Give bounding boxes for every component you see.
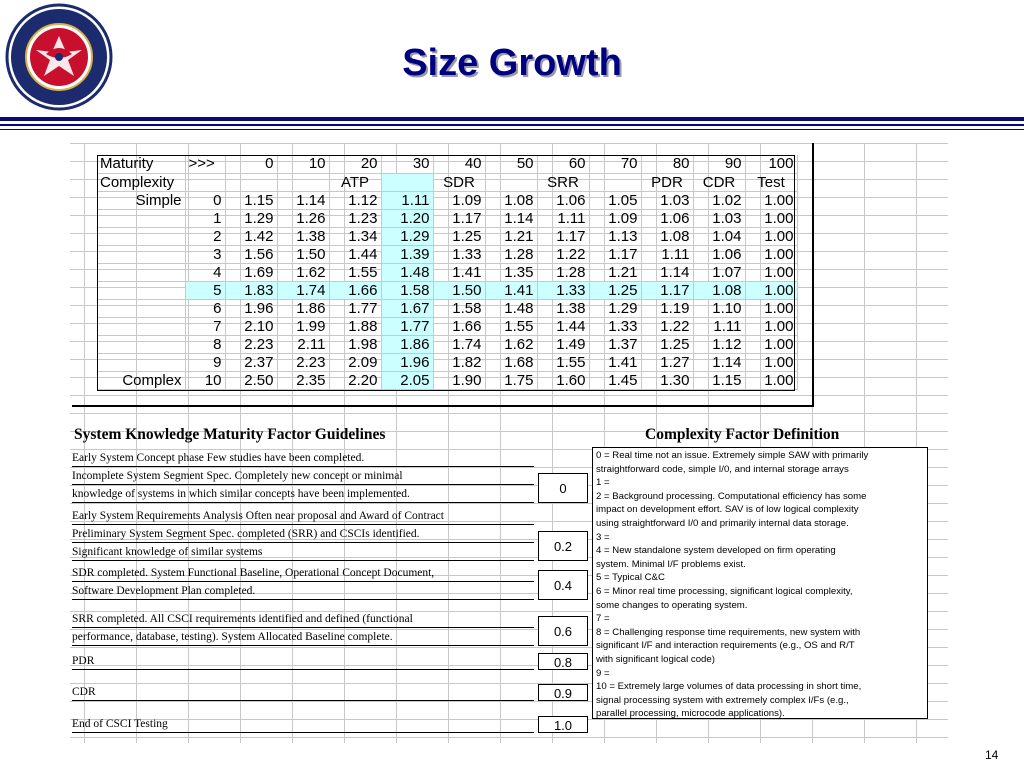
guideline-line: performance, database, testing). System Allocated Baseline complete. xyxy=(72,628,534,646)
guideline-text xyxy=(72,652,534,670)
factor-cell: 1.29 xyxy=(225,209,277,227)
factor-cell: 1.05 xyxy=(589,191,641,209)
factor-cell: 1.09 xyxy=(433,191,485,209)
guideline-line: CDR xyxy=(72,683,534,701)
factor-cell: 1.04 xyxy=(693,227,745,245)
factor-cell: 1.38 xyxy=(537,299,589,317)
table-row xyxy=(97,335,797,353)
maturity-factor-value: 0.6 xyxy=(538,616,588,646)
factor-cell: 1.11 xyxy=(693,317,745,335)
milestone-label: CDR xyxy=(693,173,745,191)
guidelines-heading: System Knowledge Maturity Factor Guidelines xyxy=(74,426,386,443)
factor-cell: 1.75 xyxy=(485,371,537,389)
factor-cell: 1.11 xyxy=(381,191,433,209)
factor-cell: 1.14 xyxy=(693,353,745,371)
guideline-text xyxy=(72,449,534,503)
factor-cell: 1.41 xyxy=(433,263,485,281)
complexity-index: 1 xyxy=(185,209,225,227)
complexity-index: 10 xyxy=(185,371,225,389)
factor-cell: 1.11 xyxy=(537,209,589,227)
milestone-label: SDR xyxy=(433,173,485,191)
guideline-text xyxy=(72,715,534,733)
factor-cell: 1.29 xyxy=(381,227,433,245)
factor-cell: 1.37 xyxy=(589,335,641,353)
complexity-definition-line: 3 = xyxy=(596,531,610,543)
factor-cell: 1.86 xyxy=(277,299,329,317)
complexity-definition-line: 0 = Real time not an issue. Extremely simple SAW with primarily xyxy=(596,450,869,461)
guideline-text xyxy=(72,610,534,646)
maturity-factor-value: 0.8 xyxy=(538,653,588,670)
factor-cell: 1.38 xyxy=(277,227,329,245)
factor-cell: 2.50 xyxy=(225,371,277,389)
complexity-definition-line: 9 = xyxy=(596,667,610,679)
factor-cell: 1.44 xyxy=(329,245,381,263)
factor-cell: 1.15 xyxy=(225,191,277,209)
factor-cell: 1.39 xyxy=(381,245,433,263)
factor-cell: 1.82 xyxy=(433,353,485,371)
factor-cell: 1.55 xyxy=(485,317,537,335)
table-row xyxy=(97,353,797,371)
factor-cell: 1.58 xyxy=(381,281,433,299)
factor-cell: 1.19 xyxy=(641,299,693,317)
factor-cell: 1.66 xyxy=(329,281,381,299)
complexity-definition-line: 10 = Extremely large volumes of data processing in short time, xyxy=(596,681,862,693)
guideline-line: Significant knowledge of similar systems xyxy=(72,543,534,561)
title-rule-mid xyxy=(0,124,1024,126)
complexity-row-label xyxy=(97,263,185,281)
factor-cell: 1.15 xyxy=(693,371,745,389)
sheet-right-border xyxy=(812,143,814,407)
complexity-index: 7 xyxy=(185,317,225,335)
factor-cell: 1.55 xyxy=(329,263,381,281)
complexity-definition-line: system. Minimal I/F problems exist. xyxy=(596,558,746,570)
sheet-bottom-border xyxy=(72,405,814,407)
factor-cell: 1.03 xyxy=(641,191,693,209)
slide-title: Size Growth xyxy=(402,42,622,84)
table-row xyxy=(97,263,797,281)
table-header-row xyxy=(97,155,797,173)
factor-cell: 1.77 xyxy=(329,299,381,317)
complexity-index: 8 xyxy=(185,335,225,353)
factor-cell: 2.11 xyxy=(277,335,329,353)
factor-cell: 1.00 xyxy=(745,227,797,245)
factor-cell: 1.17 xyxy=(433,209,485,227)
factor-cell: 1.00 xyxy=(745,281,797,299)
milestone-label xyxy=(277,173,329,191)
factor-cell: 1.10 xyxy=(693,299,745,317)
factor-cell: 1.48 xyxy=(485,299,537,317)
factor-cell: 1.17 xyxy=(537,227,589,245)
factor-cell: 1.09 xyxy=(589,209,641,227)
factor-cell: 1.00 xyxy=(745,371,797,389)
table-row xyxy=(97,191,797,209)
factor-cell: 1.03 xyxy=(693,209,745,227)
factor-cell: 2.10 xyxy=(225,317,277,335)
complexity-definition-line: 6 = Minor real time processing, significant logical complexity, xyxy=(596,585,853,597)
factor-cell: 1.99 xyxy=(277,317,329,335)
factor-cell: 1.41 xyxy=(589,353,641,371)
complexity-index: 0 xyxy=(185,191,225,209)
maturity-table xyxy=(97,155,798,390)
table-row xyxy=(97,317,797,335)
factor-cell: 1.23 xyxy=(329,209,381,227)
factor-cell: 1.45 xyxy=(589,371,641,389)
factor-cell: 1.22 xyxy=(641,317,693,335)
milestone-label: SRR xyxy=(537,173,589,191)
complexity-definition-heading: Complexity Factor Definition xyxy=(645,426,840,443)
factor-cell: 1.06 xyxy=(537,191,589,209)
complexity-definition-line: impact on development effort. SAV is of low logical complexity xyxy=(596,504,859,516)
factor-cell: 1.21 xyxy=(589,263,641,281)
complexity-label: Complexity xyxy=(97,173,185,191)
guideline-line: Incomplete System Segment Spec. Completely new concept or minimal xyxy=(72,467,534,485)
factor-cell: 1.34 xyxy=(329,227,381,245)
complexity-row-label xyxy=(97,209,185,227)
maturity-column-header: 80 xyxy=(641,155,693,173)
factor-cell: 1.00 xyxy=(745,263,797,281)
complexity-definition-line: parallel processing, microcode applications). xyxy=(596,708,785,720)
factor-cell: 1.29 xyxy=(589,299,641,317)
factor-cell: 1.28 xyxy=(485,245,537,263)
factor-cell: 1.88 xyxy=(329,317,381,335)
complexity-row-label xyxy=(97,317,185,335)
factor-cell: 1.58 xyxy=(433,299,485,317)
factor-cell: 1.49 xyxy=(537,335,589,353)
factor-cell: 1.56 xyxy=(225,245,277,263)
factor-cell: 1.20 xyxy=(381,209,433,227)
factor-cell: 2.37 xyxy=(225,353,277,371)
complexity-definition-line: 5 = Typical C&C xyxy=(596,572,665,584)
factor-cell: 1.17 xyxy=(589,245,641,263)
maturity-column-header: 70 xyxy=(589,155,641,173)
factor-cell: 1.12 xyxy=(693,335,745,353)
complexity-row-label xyxy=(97,353,185,371)
factor-cell: 1.11 xyxy=(641,245,693,263)
factor-cell: 1.00 xyxy=(745,191,797,209)
title-rule-thick xyxy=(0,117,1024,121)
guideline-text xyxy=(72,507,534,561)
factor-cell: 1.69 xyxy=(225,263,277,281)
factor-cell: 1.06 xyxy=(641,209,693,227)
factor-cell: 1.12 xyxy=(329,191,381,209)
factor-cell: 1.26 xyxy=(277,209,329,227)
complexity-row-label xyxy=(97,281,185,299)
milestone-label xyxy=(589,173,641,191)
table-row xyxy=(97,245,797,263)
factor-cell: 1.33 xyxy=(537,281,589,299)
maturity-column-header: 90 xyxy=(693,155,745,173)
factor-cell: 1.50 xyxy=(433,281,485,299)
maturity-column-header: 40 xyxy=(433,155,485,173)
complexity-row-label xyxy=(97,335,185,353)
milestone-label: PDR xyxy=(641,173,693,191)
complexity-index: 2 xyxy=(185,227,225,245)
milestone-label: Test xyxy=(745,173,797,191)
factor-cell: 1.67 xyxy=(381,299,433,317)
factor-cell: 1.74 xyxy=(433,335,485,353)
guideline-line: Early System Concept phase Few studies have been completed. xyxy=(72,449,534,467)
maturity-column-header: 20 xyxy=(329,155,381,173)
complexity-definition-line: 1 = xyxy=(596,477,610,489)
factor-cell: 1.00 xyxy=(745,299,797,317)
page-number: 14 xyxy=(985,748,999,762)
guideline-line: Software Development Plan completed. xyxy=(72,582,534,600)
factor-cell: 1.68 xyxy=(485,353,537,371)
factor-cell: 1.14 xyxy=(641,263,693,281)
factor-cell: 1.83 xyxy=(225,281,277,299)
factor-cell: 1.41 xyxy=(485,281,537,299)
factor-cell: 1.17 xyxy=(641,281,693,299)
complexity-row-label xyxy=(97,245,185,263)
complexity-definition-line: 4 = New standalone system developed on firm operating xyxy=(596,545,836,557)
factor-cell: 2.35 xyxy=(277,371,329,389)
factor-cell: 1.22 xyxy=(537,245,589,263)
complexity-definition-line: straightforward code, simple I/0, and internal storage arrays xyxy=(596,463,849,475)
factor-cell: 1.00 xyxy=(745,209,797,227)
complexity-index: 3 xyxy=(185,245,225,263)
factor-cell: 2.09 xyxy=(329,353,381,371)
maturity-column-header: 60 xyxy=(537,155,589,173)
factor-cell: 1.06 xyxy=(693,245,745,263)
factor-cell: 1.25 xyxy=(589,281,641,299)
maturity-column-header: 0 xyxy=(225,155,277,173)
complexity-index: 5 xyxy=(185,281,225,299)
maturity-factor-value: 0 xyxy=(538,473,588,503)
factor-cell: 1.55 xyxy=(537,353,589,371)
factor-cell: 1.86 xyxy=(381,335,433,353)
complexity-index: 6 xyxy=(185,299,225,317)
guideline-line: knowledge of systems in which similar concepts have been implemented. xyxy=(72,485,534,503)
factor-cell: 1.66 xyxy=(433,317,485,335)
factor-cell: 1.50 xyxy=(277,245,329,263)
maturity-factor-value: 1.0 xyxy=(538,716,588,733)
factor-cell: 1.25 xyxy=(641,335,693,353)
factor-cell: 1.96 xyxy=(381,353,433,371)
factor-cell: 1.30 xyxy=(641,371,693,389)
maturity-column-header: 10 xyxy=(277,155,329,173)
guideline-text xyxy=(72,564,534,600)
factor-cell: 1.08 xyxy=(693,281,745,299)
factor-cell: 1.48 xyxy=(381,263,433,281)
guideline-text xyxy=(72,683,534,701)
complexity-row-label xyxy=(97,299,185,317)
complexity-definition-line: 8 = Challenging response time requirements, new system with xyxy=(596,626,861,638)
factor-cell: 1.62 xyxy=(277,263,329,281)
table-row xyxy=(97,299,797,317)
complexity-row-label: Simple xyxy=(97,191,185,209)
table-row xyxy=(97,371,797,389)
maturity-column-header: 50 xyxy=(485,155,537,173)
factor-cell: 1.27 xyxy=(641,353,693,371)
maturity-factor-value: 0.2 xyxy=(538,531,588,561)
factor-cell: 2.05 xyxy=(381,371,433,389)
complexity-index: 4 xyxy=(185,263,225,281)
milestone-spacer xyxy=(185,173,225,191)
maturity-column-header: 100 xyxy=(745,155,797,173)
complexity-definition-line: 7 = xyxy=(596,613,610,625)
factor-cell: 1.02 xyxy=(693,191,745,209)
factor-cell: 1.25 xyxy=(433,227,485,245)
maturity-arrow: >>> xyxy=(185,155,225,173)
guideline-line: SRR completed. All CSCI requirements identified and defined (functional xyxy=(72,610,534,628)
factor-cell: 1.98 xyxy=(329,335,381,353)
factor-cell: 2.23 xyxy=(225,335,277,353)
complexity-definition-line: 2 = Background processing. Computational efficiency has some xyxy=(596,490,867,502)
complexity-definition-line: signal processing system with extremely complex I/Fs (e.g., xyxy=(596,694,849,706)
milestone-label xyxy=(381,173,433,191)
factor-cell: 2.23 xyxy=(277,353,329,371)
factor-cell: 1.44 xyxy=(537,317,589,335)
maturity-label: Maturity xyxy=(97,155,185,173)
factor-cell: 1.08 xyxy=(485,191,537,209)
table-row xyxy=(97,281,797,299)
factor-cell: 1.13 xyxy=(589,227,641,245)
complexity-definition-line: significant I/F and interaction requirements (e.g., OS and R/T xyxy=(596,640,855,652)
factor-cell: 1.33 xyxy=(433,245,485,263)
maturity-factor-value: 0.4 xyxy=(538,570,588,600)
milestone-row xyxy=(97,173,797,191)
complexity-definition-line: with significant logical code) xyxy=(596,653,715,665)
maturity-factor-value: 0.9 xyxy=(538,684,588,701)
guideline-line: Preliminary System Segment Spec. completed (SRR) and CSCIs identified. xyxy=(72,525,534,543)
complexity-definition-box xyxy=(592,447,928,719)
factor-cell: 1.00 xyxy=(745,317,797,335)
guideline-line: PDR xyxy=(72,652,534,670)
complexity-index: 9 xyxy=(185,353,225,371)
title-rule-thin xyxy=(0,129,1024,130)
factor-cell: 1.21 xyxy=(485,227,537,245)
factor-cell: 1.90 xyxy=(433,371,485,389)
factor-cell: 1.00 xyxy=(745,353,797,371)
factor-cell: 1.60 xyxy=(537,371,589,389)
factor-cell: 1.62 xyxy=(485,335,537,353)
factor-cell: 1.00 xyxy=(745,245,797,263)
factor-cell: 1.14 xyxy=(485,209,537,227)
factor-cell: 1.07 xyxy=(693,263,745,281)
factor-cell: 1.77 xyxy=(381,317,433,335)
factor-cell: 1.74 xyxy=(277,281,329,299)
complexity-row-label: Complex xyxy=(97,371,185,389)
factor-cell: 1.00 xyxy=(745,335,797,353)
guideline-line: End of CSCI Testing xyxy=(72,715,534,733)
complexity-definition-line: using straightforward I/0 and primarily internal data storage. xyxy=(596,517,849,529)
table-row xyxy=(97,227,797,245)
factor-cell: 1.96 xyxy=(225,299,277,317)
factor-cell: 1.42 xyxy=(225,227,277,245)
guideline-line: Early System Requirements Analysis Often near proposal and Award of Contract xyxy=(72,507,534,525)
complexity-row-label xyxy=(97,227,185,245)
milestone-label xyxy=(225,173,277,191)
factor-cell: 1.33 xyxy=(589,317,641,335)
factor-cell: 2.20 xyxy=(329,371,381,389)
factor-cell: 1.35 xyxy=(485,263,537,281)
factor-cell: 1.14 xyxy=(277,191,329,209)
maturity-column-header: 30 xyxy=(381,155,433,173)
factor-cell: 1.28 xyxy=(537,263,589,281)
milestone-label xyxy=(485,173,537,191)
factor-cell: 1.08 xyxy=(641,227,693,245)
milestone-label: ATP xyxy=(329,173,381,191)
table-row xyxy=(97,209,797,227)
complexity-definition-line: some changes to operating system. xyxy=(596,599,748,611)
guideline-line: SDR completed. System Functional Baseline, Operational Concept Document, xyxy=(72,564,534,582)
